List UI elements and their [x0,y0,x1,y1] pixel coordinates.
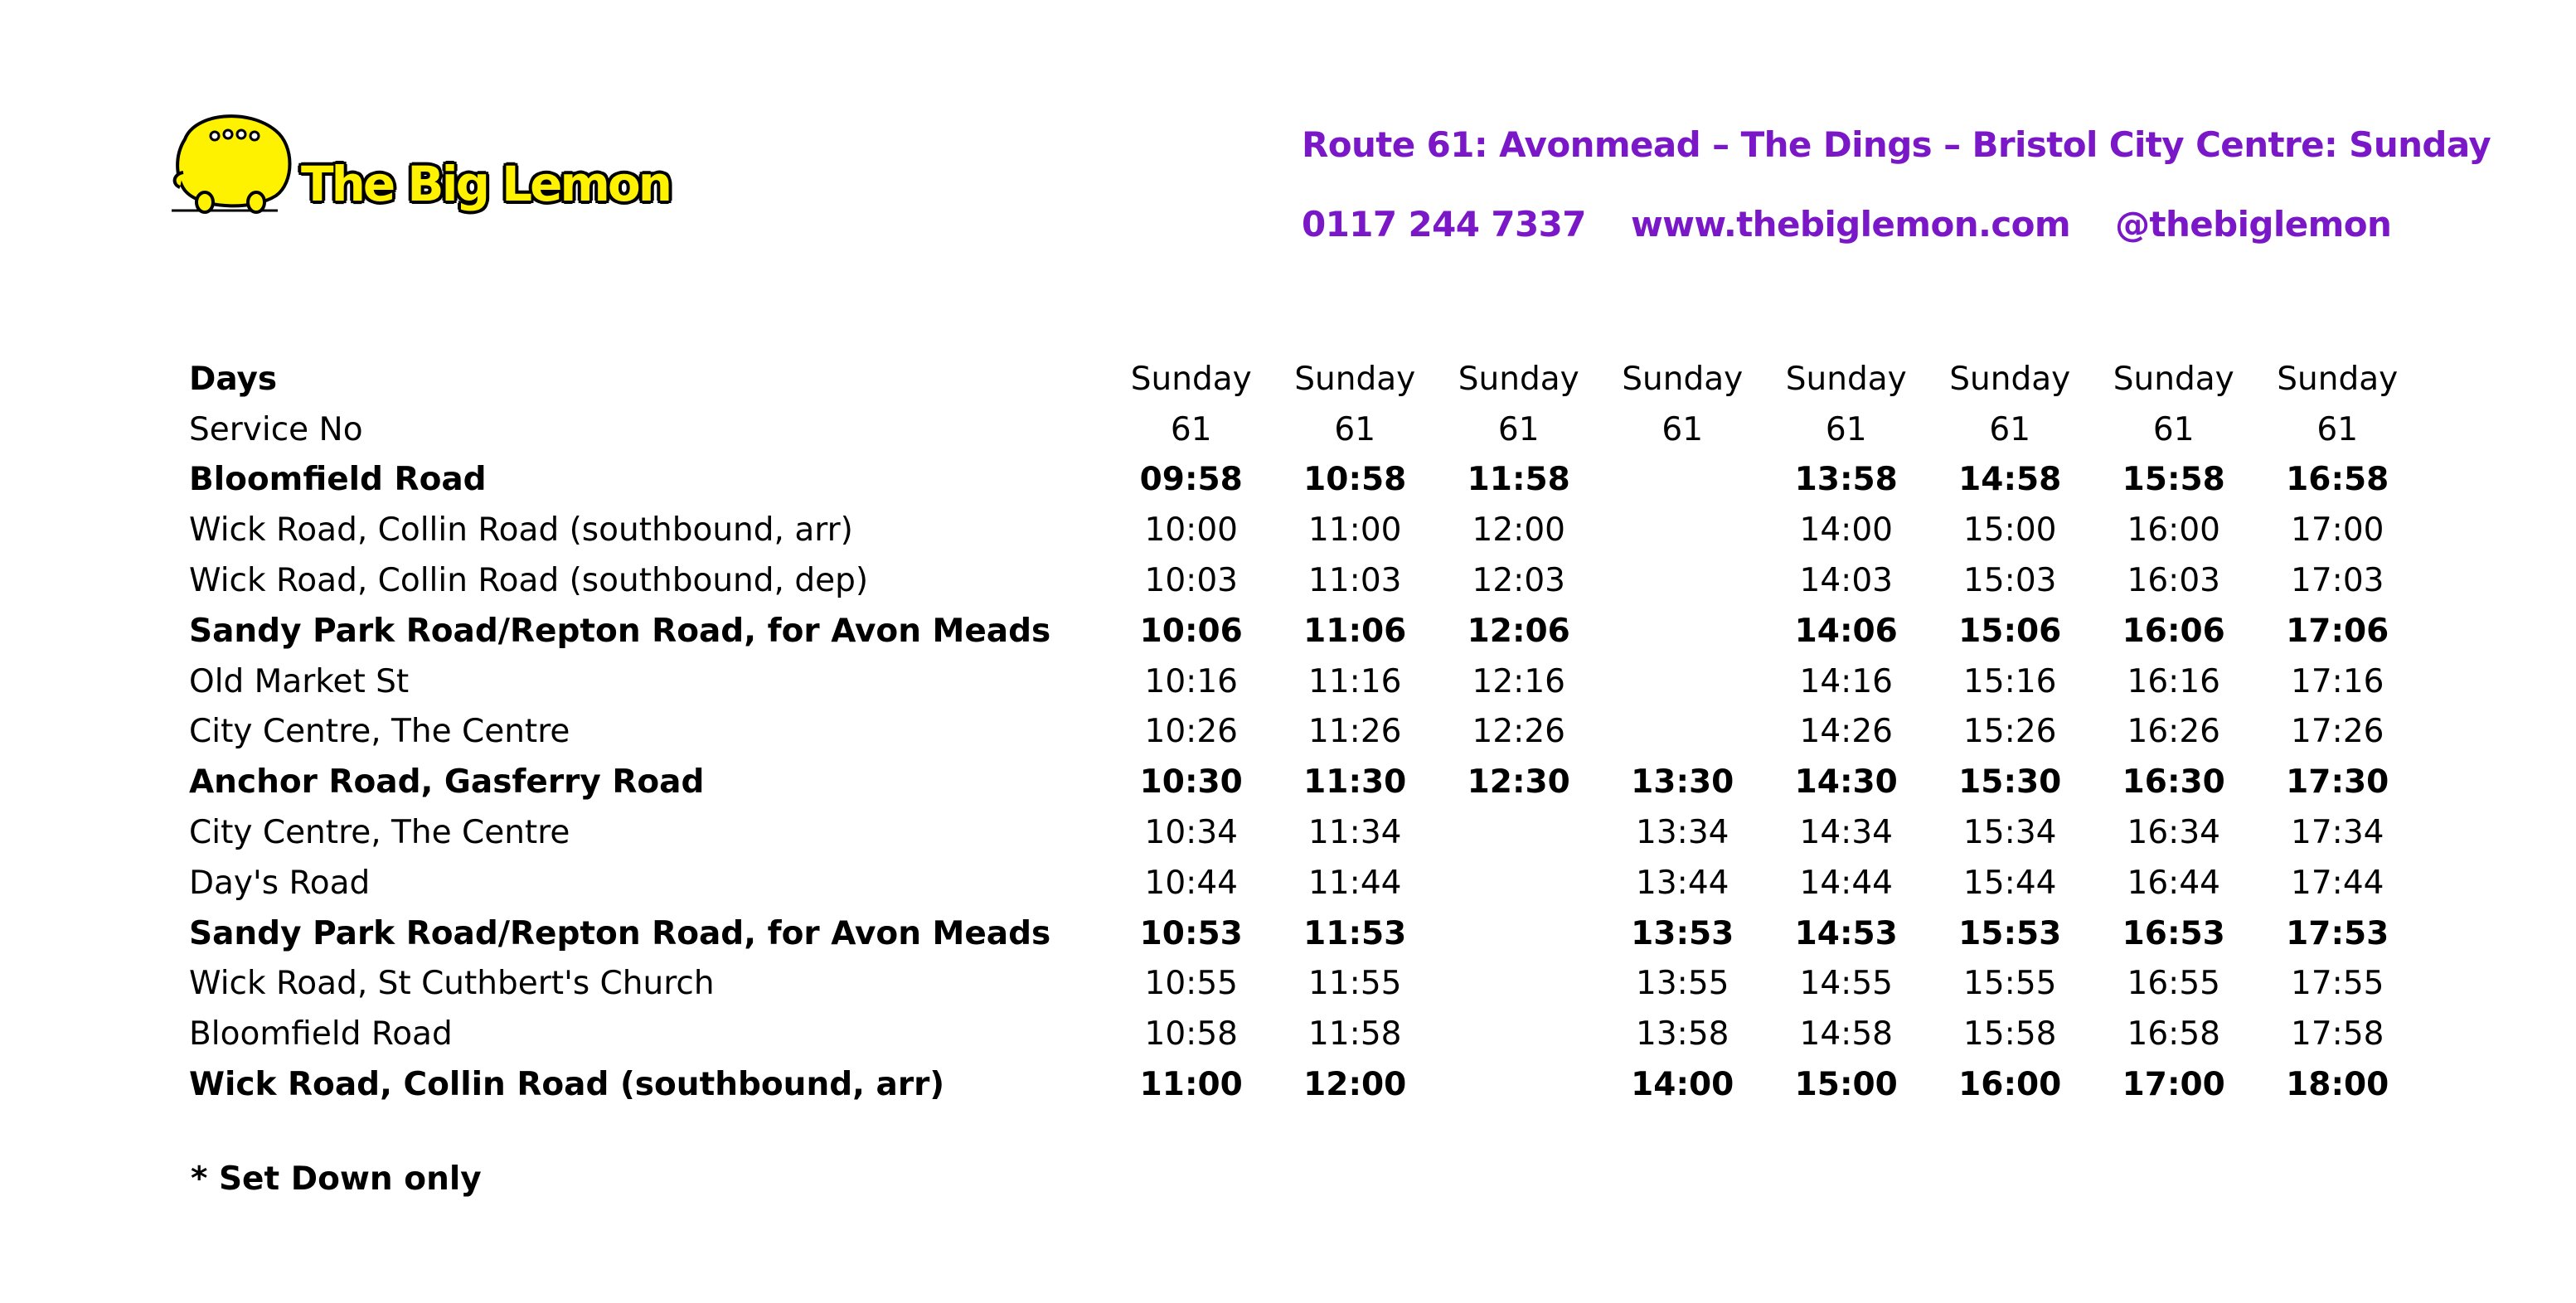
time-cell: 16:03 [2127,562,2220,600]
time-cell: 10:16 [1144,662,1238,700]
time-cell [1601,707,1765,758]
stop-row [189,656,2419,707]
time-cell: 15:00 [1794,1066,1898,1104]
day-cell: Sunday [2277,360,2399,398]
service-cell: 61 [2152,410,2195,448]
time-cell: 11:06 [1303,612,1407,650]
stop-name: Bloomfield Road [189,1015,453,1054]
time-cell: 10:58 [1144,1015,1238,1054]
stop-name: Wick Road, Collin Road (southbound, arr) [189,511,853,550]
time-cell: 10:58 [1303,461,1407,499]
day-cell: Sunday [1622,360,1744,398]
time-cell: 14:30 [1794,763,1898,802]
time-cell: 17:00 [2122,1066,2225,1104]
time-cell: 10:55 [1144,965,1238,1003]
stop-row [189,606,2419,656]
time-cell: 10:03 [1144,562,1238,600]
time-cell: 12:16 [1472,662,1565,700]
time-cell: 16:00 [2127,511,2220,550]
time-cell: 15:26 [1963,713,2057,751]
time-cell: 13:58 [1636,1015,1729,1054]
time-cell [1601,455,1765,506]
time-cell: 11:00 [1139,1066,1243,1104]
time-cell: 14:34 [1799,814,1893,852]
time-cell: 16:55 [2127,965,2220,1003]
time-cell: 15:06 [1958,612,2062,650]
time-cell: 14:03 [1799,562,1893,600]
website-link[interactable]: www.thebiglemon.com [1630,204,2071,245]
time-cell: 11:58 [1467,461,1570,499]
time-cell [1437,1009,1601,1059]
time-cell: 14:00 [1631,1066,1734,1104]
time-cell: 11:16 [1308,662,1402,700]
service-cell: 61 [1334,410,1376,448]
time-cell: 13:34 [1636,814,1729,852]
time-cell: 16:44 [2127,864,2220,902]
time-cell: 10:30 [1139,763,1243,802]
stop-name: Anchor Road, Gasferry Road [189,763,705,802]
days-row [189,354,2419,404]
time-cell: 11:55 [1308,965,1402,1003]
time-cell: 16:26 [2127,713,2220,751]
time-cell: 14:55 [1799,965,1893,1003]
time-cell: 14:58 [1958,461,2062,499]
footnote: * Set Down only [191,1160,482,1198]
time-cell: 11:58 [1308,1015,1402,1054]
day-cell: Sunday [1130,360,1252,398]
time-cell [1601,505,1765,555]
time-cell [1437,1059,1601,1110]
timetable [189,354,2419,1110]
time-cell [1601,606,1765,656]
stop-name: City Centre, The Centre [189,713,570,751]
stop-row [189,555,2419,606]
time-cell: 13:58 [1794,461,1898,499]
service-cell: 61 [1170,410,1212,448]
time-cell: 10:00 [1144,511,1238,550]
stop-row [189,707,2419,758]
time-cell: 12:03 [1472,562,1565,600]
stop-row [189,1009,2419,1059]
time-cell [1437,959,1601,1010]
stop-row [189,757,2419,807]
stop-row [189,505,2419,555]
time-cell: 17:06 [2286,612,2389,650]
stop-name: Sandy Park Road/Repton Road, for Avon Meads [189,914,1051,952]
time-cell: 17:16 [2291,662,2384,700]
time-cell: 17:58 [2291,1015,2384,1054]
stop-name: Wick Road, Collin Road (southbound, dep) [189,562,869,600]
time-cell: 15:58 [1963,1015,2057,1054]
service-cell: 61 [1497,410,1540,448]
stop-row [189,455,2419,506]
time-cell: 14:26 [1799,713,1893,751]
route-title: Route 61: Avonmead – The Dings – Bristol City Centre: Sunday [1302,124,2491,165]
time-cell: 12:06 [1467,612,1570,650]
service-cell: 61 [1662,410,1704,448]
time-cell: 11:00 [1308,511,1402,550]
time-cell: 17:53 [2286,914,2389,952]
time-cell: 16:34 [2127,814,2220,852]
time-cell: 15:03 [1963,562,2057,600]
contact-line [1302,204,2424,245]
time-cell: 14:06 [1794,612,1898,650]
time-cell: 14:16 [1799,662,1893,700]
time-cell: 13:55 [1636,965,1729,1003]
time-cell: 15:53 [1958,914,2062,952]
time-cell: 15:34 [1963,814,2057,852]
time-cell: 15:44 [1963,864,2057,902]
time-cell: 12:00 [1472,511,1565,550]
time-cell: 15:30 [1958,763,2062,802]
time-cell: 14:53 [1794,914,1898,952]
time-cell: 10:53 [1139,914,1243,952]
time-cell: 12:26 [1472,713,1565,751]
stop-row [189,959,2419,1010]
stop-name: Old Market St [189,662,410,700]
time-cell: 12:00 [1303,1066,1407,1104]
time-cell: 10:34 [1144,814,1238,852]
time-cell [1437,908,1601,959]
stop-row [189,858,2419,908]
time-cell: 16:58 [2127,1015,2220,1054]
time-cell: 10:26 [1144,713,1238,751]
time-cell: 10:06 [1139,612,1243,650]
time-cell: 14:00 [1799,511,1893,550]
brand-logo [170,106,671,222]
stop-row [189,908,2419,959]
day-cell: Sunday [1949,360,2071,398]
time-cell: 17:34 [2291,814,2384,852]
social-handle: @thebiglemon [2115,204,2392,245]
stop-name: Day's Road [189,864,371,902]
time-cell: 15:55 [1963,965,2057,1003]
time-cell: 17:30 [2286,763,2389,802]
time-cell: 17:03 [2291,562,2384,600]
time-cell [1437,858,1601,908]
brand-name: The Big Lemon [301,156,671,212]
stop-name: Sandy Park Road/Repton Road, for Avon Meads [189,612,1051,650]
stop-name: Bloomfield Road [189,461,487,499]
time-cell: 11:34 [1308,814,1402,852]
time-cell: 11:44 [1308,864,1402,902]
time-cell: 11:26 [1308,713,1402,751]
service-cell: 61 [2316,410,2359,448]
time-cell: 13:30 [1631,763,1734,802]
phone-number: 0117 244 7337 [1302,204,1586,245]
time-cell: 16:30 [2122,763,2225,802]
time-cell: 17:26 [2291,713,2384,751]
time-cell [1437,807,1601,858]
service-cell: 61 [1825,410,1867,448]
time-cell [1601,656,1765,707]
day-cell: Sunday [2113,360,2234,398]
day-cell: Sunday [1458,360,1579,398]
stop-name: Wick Road, Collin Road (southbound, arr) [189,1066,945,1104]
time-cell: 09:58 [1139,461,1243,499]
time-cell: 16:58 [2286,461,2389,499]
stop-row [189,1059,2419,1110]
time-cell: 10:44 [1144,864,1238,902]
stop-row [189,807,2419,858]
time-cell: 11:03 [1308,562,1402,600]
time-cell: 17:44 [2291,864,2384,902]
time-cell: 17:55 [2291,965,2384,1003]
time-cell: 11:30 [1303,763,1407,802]
days-label: Days [189,360,278,398]
service-row [189,404,2419,455]
time-cell: 17:00 [2291,511,2384,550]
time-cell: 14:44 [1799,864,1893,902]
time-cell: 18:00 [2286,1066,2389,1104]
time-cell: 11:53 [1303,914,1407,952]
service-label: Service No [189,410,363,448]
stop-name: City Centre, The Centre [189,814,570,852]
time-cell: 12:30 [1467,763,1570,802]
time-cell: 16:53 [2122,914,2225,952]
time-cell: 13:53 [1631,914,1734,952]
day-cell: Sunday [1294,360,1416,398]
time-cell: 13:44 [1636,864,1729,902]
time-cell: 16:06 [2122,612,2225,650]
time-cell: 16:00 [1958,1066,2062,1104]
time-cell: 15:16 [1963,662,2057,700]
time-cell: 15:58 [2122,461,2225,499]
stop-name: Wick Road, St Cuthbert's Church [189,965,715,1003]
day-cell: Sunday [1785,360,1907,398]
time-cell: 14:58 [1799,1015,1893,1054]
time-cell: 16:16 [2127,662,2220,700]
time-cell [1601,555,1765,606]
time-cell: 15:00 [1963,511,2057,550]
service-cell: 61 [1989,410,2031,448]
